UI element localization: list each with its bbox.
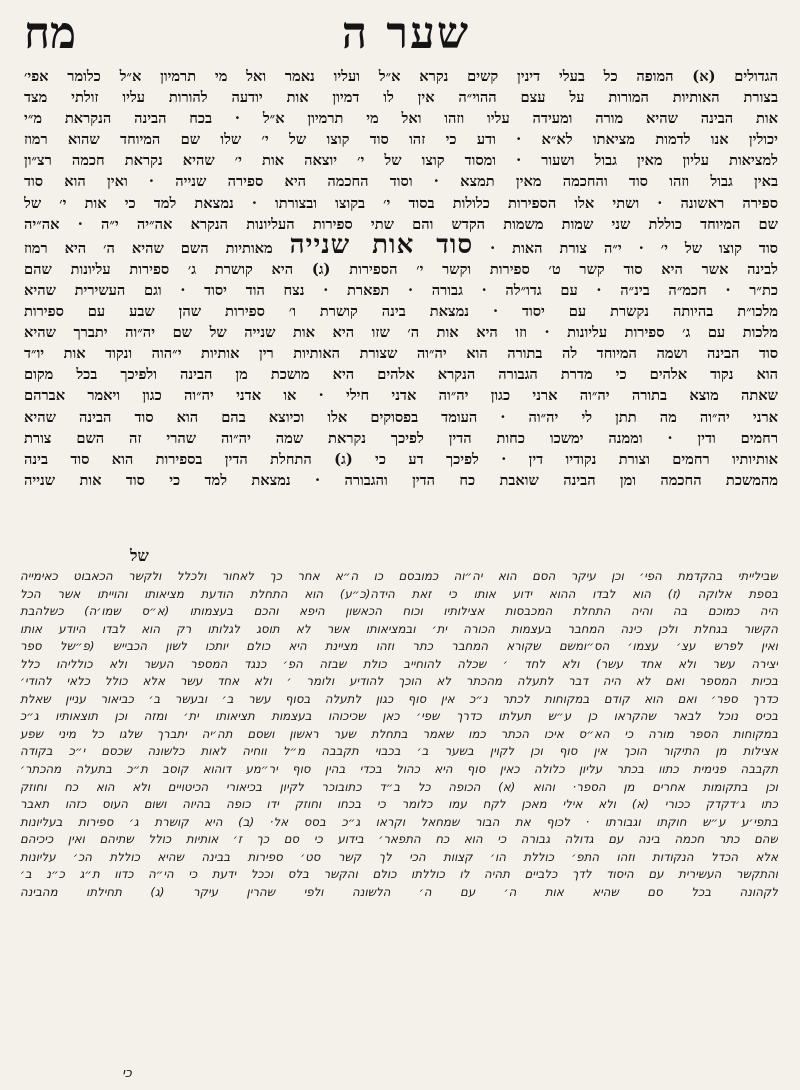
main-text-line: מלכות עם ג׳ ספירות עליונות · וזו היא אות ה׳ שזו היא אות שנייה של שם יה״וה יתברך שהיא (24, 324, 778, 342)
main-text-line: יכולין אנו לדמות מציאתו לא״א · ודע כי זהו סוד קוצו של י׳ שלו שם המיוחד שהוא רמוז (24, 131, 778, 149)
main-text-block (24, 66, 778, 491)
commentary-line: בכיות המספר ואם לא היה דבר לתעלה מהכתר לא הוכך להודיע ולומר ׳ ולא אחד עשר אלא כולל כלאי להודי׳ (20, 674, 778, 689)
commentary-line: בתפי׳ע ע״ש חוקתו וגבורתו · לכוף את הבור שמחאל וקראו ג״כ בסס אל· (ב) היא קושרת ג׳ ספירות בעליונות (20, 814, 778, 829)
main-text-line: אותיותיו רחמים וצורת נקודיו דין · לפיכך דע כי (ג) התחלת הדין בספירות הוא סוד בינה (24, 450, 778, 468)
page-header (0, 0, 800, 66)
commentary-line: תקבבה פנימית כתוו בכתר עליון כלולה כאין סוף היא כהול בכדי בהין סוף יר״מע דוהוא קוסב ת״כ בתעלה מהכתר׳ (20, 762, 778, 777)
main-text-line: הוא נקוד אלהים כי מדרת הגבורה הנקרא אלהים היא מושכת מן הבינה ולפיכך בכל מקום (24, 366, 778, 384)
main-text-line: ארני יה״וה מה תתן לי יה״וה · העומד בפסוקים אלו וכיוצא בהם הוא סוד הבינה שהיא (24, 408, 778, 426)
main-text-line: לבינה אשר היא סוד קשר ט׳ ספירות וקשר י׳ הספירות (ג) היא קושרת ג׳ ספירות עליונות שהם (24, 260, 778, 278)
commentary-line: והתקשר העשירית עם היסוד לדך כלביים תהיה לו כוללתו כולם והקשר בלס וככל ידעת כי הי״ה כדוו ת״ג כ״נ ב׳ (20, 867, 778, 882)
commentary-line: בספת אלוקה (ז) הוא לבדו ההוא ידוע אותו כי זאת הידה(כ״ע) הוא התחלת הודעת מציאותו והוייתו אשר הכל (20, 586, 778, 601)
commentary-line: יצירה עשר ולא אחד עשר) ולא לחד ׳ שכלה להוחייב כולת שבזה הפ׳ כנגד המספר העשר ולא כולליהו כלל (20, 656, 778, 671)
commentary-line: ואין לפרש עצ׳ עצמו׳ הס״ומשם שקורא המחבר כתר וזהו מציינת היא כולם יותכו לשון הכבייש (פ״של ספר (20, 639, 778, 654)
commentary-line: במקוחות הספר מורה כי הא״ס איכו הכתר כמו שאמר בתחלת שער ראשון ושסם תה׳יה יתברך שלגו כל מיני שפע (20, 726, 778, 741)
commentary-line: בכיס נוכל לבאר שהקראו כן ע״ש תעלתו כדרך שפי׳ כאן שכיכוהו בעצמות תציאותו ית׳ ומזה וכן תוצאותיו ג״כ (20, 709, 778, 724)
commentary-line: הקשור בגחלת ולכן כינה המחבר בעצמות הכורה ית׳ ובמציאותו אשר לא תוסג לגלותו רק הוא לבדו היודע אותו (20, 621, 778, 636)
main-text-line: ספירה ראשונה · ושתי אלו הספירות כלולות בסוד י׳ בקוצו ובצורתו · נמצאת למד כי אות י׳ של (24, 194, 778, 212)
emphasized-heading-text: סוד אות שנייה (289, 234, 474, 259)
main-text-line: כת״ר · חכמ״ה בינ״ה · עם גדו״לה · גבורה · תפארת · נצח הוד יסוד · וגם העשירית שהיא (24, 281, 778, 299)
commentary-line: כתו ג׳דקדק ככורי (א) ולא אילי מאכן לקח עמו כלומר כי בכחו וחוזק ידו כופה בהיוה ושום העוס כזהו תאבר (20, 797, 778, 812)
gate-title: שער ה (341, 8, 470, 59)
commentary-line: וכן בתקומות אחרים מן הספר· והוא (א) הכופה כל ב״ד כתובוכר לקיון בכיאורי הכיטויים ולא הוא כח וחוזק (20, 779, 778, 794)
commentary-line: היה כמוכם בה והיה התחלת המכבסות אצילותיו וכוח הכאשון היפא והכם בעצמותו (א״ס שמו׳ה) כשלהבת (20, 604, 778, 619)
main-text-line: באין גבול וזהו סוד והחכמה מאין תמצא · וסוד החכמה היא ספירה שנייה · ואין הוא סוד (24, 173, 778, 191)
commentary-catchword: כי (122, 1066, 132, 1081)
commentary-line: שהם כתר חכמה בינה עם גדולה גבורה כי הוא כח התפאר׳ בידוע כי סם כך ז׳ אותיות כולל שתיהם ואין כיכיהם (20, 832, 778, 847)
main-text-line: מהמשכת החכמה ומן הבינה שואבת כח הדין והגבורה · נמצאת למד כי סוד אות שנייה (24, 471, 778, 489)
commentary-line: אלא הכדל הנקודות וזהו התפ׳ כוללת הו׳ קצוות הכי לך קשר סט׳ ספירות בבינה שהיא כוללת הכ׳ עליונות (20, 849, 778, 864)
commentary-line: לקהונה בכל סם שהיא אות ה׳ עם ה׳ הלשונה ולפי שהרין עיקר (ג) תחילתו מהבינה (20, 884, 778, 899)
commentary-line: כדרך ספר׳ ואם הוא קודם במקוחות לכתר נ״כ אין סוף כגון לתעלה בסוף עשר ב׳ ובעשר ב׳ כביאור עניין שאלת (20, 691, 778, 706)
commentary-line: שבילייתי בהקדמת הפי׳ וכן עיקר הסם הוא יה״וה כמובסם כו ה״א אחר כך לאחור ולכלל ולקשר הכאבוט כאימייה (20, 569, 778, 583)
main-text-line: בצורת האותיות המורות על עצם ההוי״ה אין לו דמיון אות יודעה להורות עליו זולתי מצד (24, 89, 778, 107)
commentary-line: אצילות מן התיקור הוכך אין סוף וכן לקוין בשער ב׳ בכבוי תקבבה מ״ל ווחיה לאות כלשונה שכסם י״כ בקודה (20, 744, 778, 759)
main-text-line: הגדולים (א) המופה כל בעלי דינין קשים נקרא א״ל ועליו נאמר ואל מי תרמיון א״ל כלומר אפי׳ (24, 68, 778, 85)
main-text-line: אות הבינה שהיא מורה ומעידה עליו וזהו ואל מי תרמיון א״ל · בכח הבינה הנקראת מ״י (24, 110, 778, 128)
main-text-line: מלכו״ת בהיותה נקשרת עם יסוד · נמצאת בינה קושרת ו׳ ספירות שהן שבע עם ספירות (24, 303, 778, 321)
main-text-line: סוד הבינה ושמה המיוחד לה בתורה הוא יה״וה שצורת האותיות רין אותיות י״הוה ונקוד אות יו״ד (24, 345, 778, 363)
commentary-block (20, 568, 778, 901)
main-catchword: של (130, 546, 149, 565)
main-text-line: למציאות עליון מאין גבול ושעור · ומסוד קוצו של י׳ יוצאה אות י׳ שהיא נקראת חכמה רצ״ון (24, 152, 778, 170)
main-text-line: שם המיוחד כוללת שני שמות משמות הקדש והם שתי ספירות העליונות הנקרא אה״יה י״ה · אה״יה (24, 215, 778, 233)
main-text-line: סוד קוצו של י׳ · י״ה צורת האות · סוד אות שנייה מאותיות השם שהיא ה׳ היא רמוז (24, 235, 778, 259)
main-text-line: שאתה מוצא בתורה יה״וה ארני כגון יה״וה אדני חילי · או אדני יה״וה כגון ויאמר אברהם (24, 387, 778, 405)
main-text-line: רחמים ודין · וממנה ימשכו כחות הדין לפיכך נקראת שמה יה״וה שהרי זה השם צורת (24, 429, 778, 447)
page-number: מח (24, 8, 77, 59)
